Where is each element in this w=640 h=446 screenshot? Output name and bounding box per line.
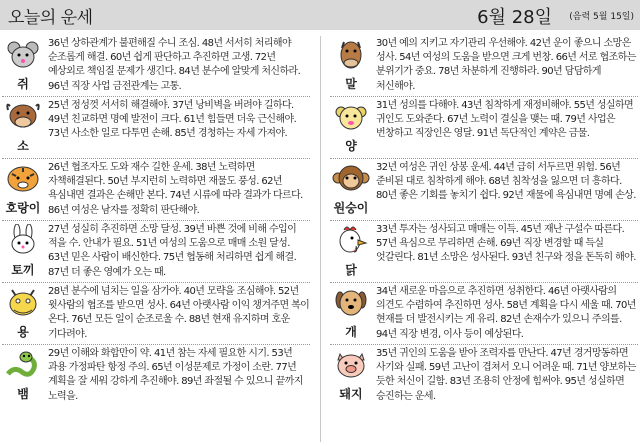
- dog-icon: [330, 286, 372, 318]
- lunar-date: (음력 5월 15일): [569, 12, 634, 22]
- fortune-text: 35년 귀인의 도움을 받아 조력자를 만난다. 47년 경거망동하면 사기와 실패. 59년 고난이 겹쳐서 오니 어려운 때. 71년 양보하는 듯한 처신이 길함. 83년 조용히 안정에 힘써야. 95년 성실하면 승진하는 운세.: [376, 348, 636, 402]
- rooster-icon: [330, 224, 372, 256]
- fortune-text: 27년 성실히 추진하면 소망 달성. 39년 바쁜 것에 비해 수입이 적을 수. 안내가 필요. 51년 여성의 도움으로 매매 소원 달성. 63년 믿은 사람이 배신한다. 75년 협동해 처리하면 쉽게 해결. 87년 더 좋은 영예가 오는 때.: [48, 224, 297, 278]
- monkey-icon: [330, 162, 372, 194]
- zodiac-entry-pig: [330, 345, 638, 407]
- zodiac-entry-sheep: [330, 97, 638, 159]
- zodiac-entry-dragon: [2, 283, 310, 345]
- zodiac-name: 쥐: [17, 77, 29, 91]
- zodiac-entry-tiger: [2, 159, 310, 221]
- zodiac-entry-rabbit: [2, 221, 310, 283]
- zodiac-entry-rooster: [330, 221, 638, 283]
- fortune-text: 29년 이해와 화합만이 약. 41년 참는 자세 필요한 시기. 53년 과용 가정파탄 항정 주의. 65년 이성문제로 가정이 소란. 77년 계획을 잘 세워 강하게 추진해야. 89년 좌절될 수 있으니 끝까지 노력을.: [48, 348, 303, 402]
- horse-icon: [330, 38, 372, 70]
- zodiac-name: 토끼: [11, 263, 35, 277]
- zodiac-name: 소: [17, 139, 29, 153]
- right-column: [330, 35, 638, 407]
- column-divider: [320, 36, 321, 442]
- rat-icon: [2, 38, 44, 70]
- zodiac-name: 호랑이: [5, 201, 41, 215]
- page-title: 오늘의 운세: [8, 8, 93, 28]
- zodiac-name: 닭: [345, 263, 357, 277]
- dragon-icon: [2, 286, 44, 318]
- zodiac-name: 용: [17, 325, 29, 339]
- zodiac-entry-snake: [2, 345, 310, 407]
- zodiac-entry-ox: [2, 97, 310, 159]
- solar-date: 6월 28일: [477, 7, 552, 28]
- snake-icon: [2, 348, 44, 380]
- pig-icon: [330, 348, 372, 380]
- left-column: [2, 35, 310, 407]
- rabbit-icon: [2, 224, 44, 256]
- zodiac-entry-dog: [330, 283, 638, 345]
- sheep-icon: [330, 100, 372, 132]
- header-bar: [0, 0, 640, 30]
- fortune-text: 36년 상하관계가 불편해질 수니 조심. 48년 서서히 처리해야 순조롭게 해결. 60년 쉽게 판단하고 추진하면 고생. 72년 예상외로 책임질 문제가 생긴다. 84년 분수에 알맞게 처신하라. 96년 직장 사업 금전관계는 고통.: [48, 38, 301, 92]
- zodiac-name: 돼지: [339, 387, 363, 401]
- zodiac-name: 원숭이: [333, 201, 369, 215]
- zodiac-entry-monkey: [330, 159, 638, 221]
- fortune-text: 28년 분수에 넘치는 일을 삼가야. 40년 모략을 조심해야. 52년 윗사람의 협조를 받으면 성사. 64년 아랫사람 이익 챙겨주면 복이 온다. 76년 모든 일이 순조로울 수. 88년 현재 유지하며 호운 기다려야.: [48, 286, 310, 340]
- zodiac-name: 개: [345, 325, 357, 339]
- tiger-icon: [2, 162, 44, 194]
- fortune-text: 26년 협조자도 도와 재수 길한 운세. 38년 노력하면 자책해결된다. 50년 부지런히 노력하면 재물도 풍성. 62년 욕심내면 결과은 손해만 본다. 74년 시류에 따라 결과가 다르다. 86년 여성은 남자를 정확히 판단해야.: [48, 162, 303, 216]
- zodiac-entry-rat: [2, 35, 310, 97]
- fortune-text: 30년 예의 지키고 자기관리 우선해야. 42년 운이 좋으니 소망은 성사. 54년 여성의 도움을 받으면 크게 번창. 66년 서로 협조하는 분위기가 중요. 78년 차분하게 진행하라. 90년 담담하게 처신해야.: [376, 38, 636, 92]
- fortune-text: 32년 여성은 귀인 상봉 운세. 44년 급히 서두르면 위험. 56년 준비된 대로 침착하게 해야. 68년 침착성을 잃으면 더 흥하다. 80년 좋은 기회를 놓치기 쉽다. 92년 재물에 욕심내면 명예 손상.: [376, 162, 636, 202]
- zodiac-entry-horse: [330, 35, 638, 97]
- zodiac-name: 말: [345, 77, 357, 91]
- fortune-text: 33년 투자는 성사되고 매매는 이득. 45년 재난 구설수 따른다. 57년 욕심으로 무리하면 손해. 69년 직장 변경할 때 득실 엇갈린다. 81년 소망은 성사된다. 93년 친구와 정을 돈독히 해야.: [376, 224, 636, 264]
- zodiac-name: 양: [345, 139, 357, 153]
- fortune-text: 31년 성의를 다해야. 43년 침착하게 재정비해야. 55년 성실하면 귀인도 도와준다. 67년 노력이 결실을 맺는 때. 79년 사업은 번창하고 직장인은 영달. 91년 독단적인 계약은 금물.: [376, 100, 634, 140]
- ox-icon: [2, 100, 44, 132]
- zodiac-name: 뱀: [17, 387, 29, 401]
- fortune-text: 34년 새로운 마음으로 추진하면 성취한다. 46년 아랫사람의 의견도 수렴하여 추진하면 성사. 58년 계획을 다시 세울 때. 70년 현재를 더 발전시키는 게 유리. 82년 손재수가 있으니 주의를. 94년 직장 변경, 이사 등이 예상된다.: [376, 286, 636, 340]
- fortune-text: 25년 정성껏 서서히 해결해야. 37년 낭비벽을 버려야 길하다. 49년 친교하면 명예 발전이 크다. 61년 힘들면 더욱 근신해야. 73년 사소한 일로 다투면 손해. 85년 경청하는 자세 가져야.: [48, 100, 297, 140]
